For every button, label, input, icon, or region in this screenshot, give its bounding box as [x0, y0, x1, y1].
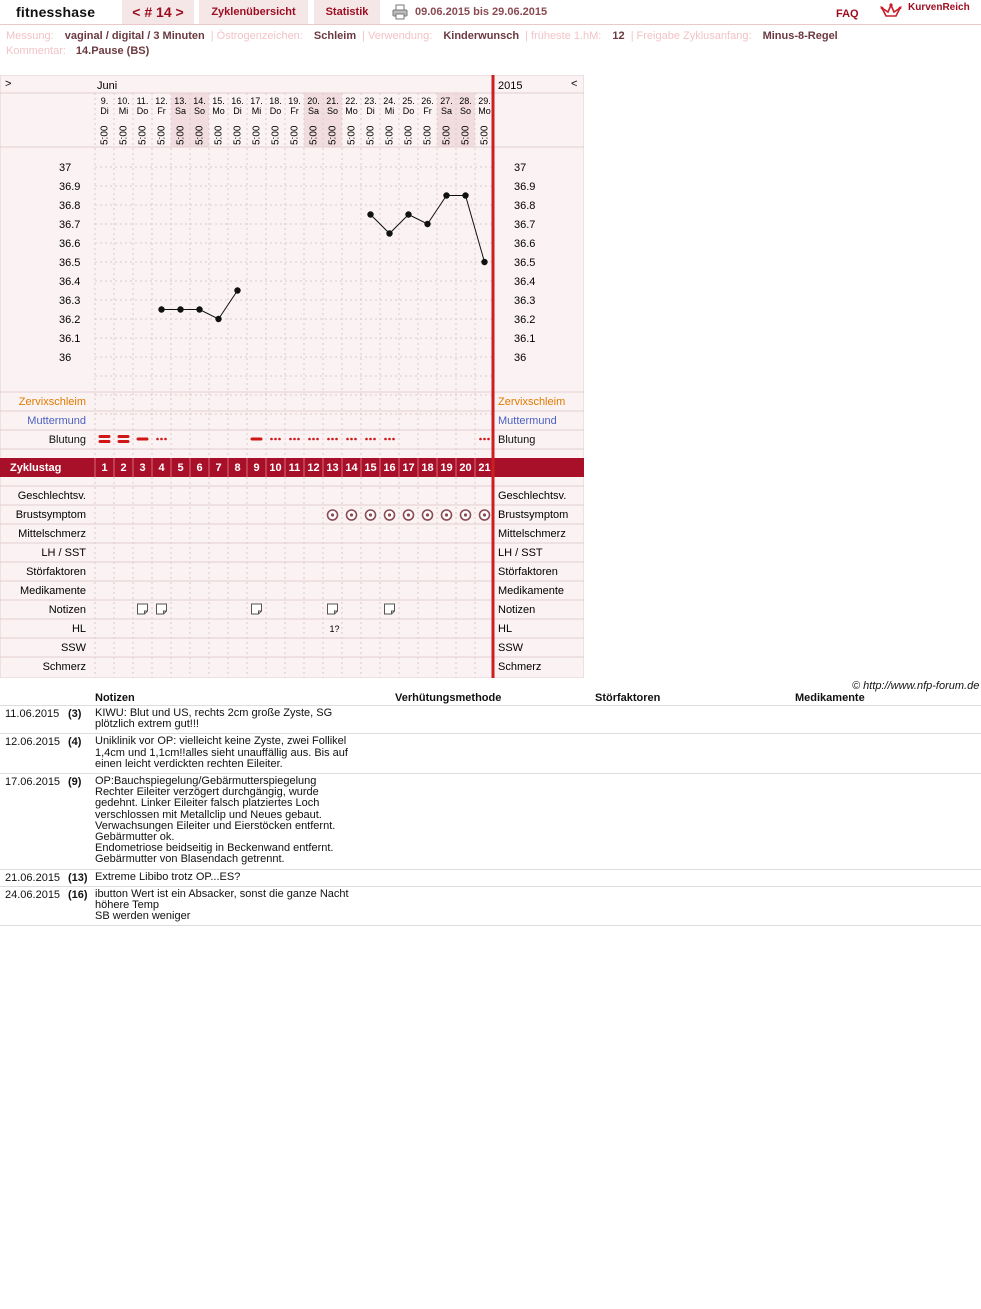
- info-line: [6, 29, 976, 44]
- row-label-left: Brustsymptom: [15, 509, 86, 521]
- bleeding-spotting: [297, 438, 300, 441]
- day-weekday: Do: [402, 106, 415, 116]
- info-value: 12: [612, 30, 628, 42]
- measure-time: 5:00: [403, 125, 415, 145]
- temperature-point: [405, 211, 411, 217]
- row-label-right: Blutung: [498, 434, 536, 446]
- day-weekday: So: [459, 106, 472, 116]
- bleeding-heavy: [99, 435, 111, 438]
- comment-line: [6, 44, 976, 59]
- bleeding-spotting: [312, 438, 315, 441]
- y-tick-right: 36.3: [514, 295, 536, 307]
- day-date: 19.: [288, 96, 301, 106]
- day-date: 17.: [250, 96, 263, 106]
- day-weekday: Mo: [212, 106, 225, 116]
- y-tick-left: 36.6: [59, 238, 81, 250]
- cycle-day-number: 5: [177, 462, 184, 474]
- bleeding-medium: [137, 438, 149, 441]
- bleeding-spotting: [483, 438, 486, 441]
- cycle-navigation[interactable]: < # 14 >: [122, 0, 194, 24]
- row-label-left: Blutung: [48, 434, 86, 446]
- day-date: 25.: [402, 96, 415, 106]
- cycle-day-number: 6: [196, 462, 203, 474]
- note-cycle-day: (3): [68, 708, 82, 720]
- day-weekday: Mi: [251, 106, 262, 116]
- measure-time: 5:00: [194, 125, 206, 145]
- row-label-left: Schmerz: [42, 661, 86, 673]
- y-tick-right: 36.7: [514, 219, 536, 231]
- bleeding-spotting: [369, 438, 372, 441]
- measure-time: 5:00: [232, 125, 244, 145]
- y-tick-right: 37: [514, 162, 527, 174]
- notes-table: [0, 690, 981, 926]
- bleeding-spotting: [487, 438, 490, 441]
- bleeding-spotting: [270, 438, 273, 441]
- day-date: 22.: [345, 96, 358, 106]
- note-cycle-day: (16): [68, 888, 88, 901]
- measure-time: 5:00: [365, 125, 377, 145]
- y-tick-right: 36.1: [514, 333, 536, 345]
- info-separator: |: [362, 30, 366, 42]
- cycle-day-number: 20: [459, 462, 472, 474]
- info-value: Minus-8-Regel: [762, 30, 838, 42]
- note-icon: [138, 604, 148, 614]
- row-label-left: SSW: [60, 642, 86, 654]
- cycle-info: [6, 29, 976, 59]
- measure-time: 5:00: [308, 125, 320, 145]
- cycle-day-label: Zyklustag: [10, 462, 62, 474]
- note-date: 24.06.2015: [5, 888, 61, 901]
- measure-time: 5:00: [384, 125, 396, 145]
- note-cycle-day: (9): [68, 776, 82, 789]
- cycle-day-number: 18: [421, 462, 434, 474]
- bleeding-spotting: [384, 438, 387, 441]
- top-bar: [0, 0, 981, 25]
- measure-time: 5:00: [251, 125, 263, 145]
- cycle-day-number: 3: [139, 462, 146, 474]
- cycle-day-number: 8: [234, 462, 241, 474]
- bleeding-spotting: [392, 438, 395, 441]
- info-separator: |: [210, 30, 214, 42]
- bleeding-heavy: [118, 435, 130, 438]
- bleeding-spotting: [278, 438, 281, 441]
- chart-nav-prev: >: [5, 78, 12, 90]
- day-date: 28.: [459, 96, 472, 106]
- row-label-left: Zervixschleim: [18, 396, 86, 408]
- breast-symptom-icon: [407, 513, 410, 516]
- y-tick-right: 36: [514, 352, 527, 364]
- temperature-point: [386, 230, 392, 236]
- measure-time: 5:00: [118, 125, 130, 145]
- row-label-left: Mittelschmerz: [18, 528, 86, 540]
- cycle-chart: [0, 75, 584, 678]
- measure-time: 5:00: [270, 125, 282, 145]
- measure-time: 5:00: [156, 125, 168, 145]
- day-weekday: Sa: [307, 106, 320, 116]
- temperature-point: [177, 306, 183, 312]
- note-text: KIWU: Blut und US, rechts 2cm große Zyste, SG plötzlich extrem gut!!!: [95, 707, 333, 731]
- temperature-point: [215, 316, 221, 322]
- row-label-left: HL: [71, 623, 86, 635]
- note-cycle-day: (13): [68, 871, 88, 884]
- breast-symptom-icon: [464, 513, 467, 516]
- y-tick-right: 36.9: [514, 181, 536, 193]
- note-date: 11.06.2015: [5, 708, 60, 720]
- bleeding-medium: [251, 438, 263, 441]
- bleeding-spotting: [365, 438, 368, 441]
- info-label: früheste 1.hM:: [531, 30, 605, 42]
- cycle-day-number: 17: [402, 462, 415, 474]
- breast-symptom-icon: [369, 513, 372, 516]
- chart-nav-next: <: [571, 78, 578, 90]
- y-tick-right: 36.5: [514, 257, 536, 269]
- day-weekday: Mi: [384, 106, 395, 116]
- bleeding-spotting: [156, 438, 159, 441]
- bleeding-heavy: [99, 440, 111, 443]
- year-label: 2015: [498, 80, 523, 92]
- note-row: [0, 734, 981, 774]
- temperature-point: [424, 221, 430, 227]
- logo-text: KurvenReich: [908, 2, 970, 13]
- day-date: 23.: [364, 96, 377, 106]
- y-tick-right: 36.4: [514, 276, 536, 288]
- y-tick-right: 36.6: [514, 238, 536, 250]
- cycle-day-number: 1: [101, 462, 108, 474]
- day-date: 18.: [269, 96, 282, 106]
- day-weekday: So: [193, 106, 206, 116]
- info-label: Freigabe Zyklusanfang:: [636, 30, 755, 42]
- measure-time: 5:00: [99, 125, 111, 145]
- breast-symptom-icon: [426, 513, 429, 516]
- note-row: [0, 887, 981, 927]
- y-tick-left: 37: [59, 162, 72, 174]
- tab-cycle-overview[interactable]: Zyklenübersicht: [199, 0, 308, 24]
- tab-statistics[interactable]: Statistik: [314, 0, 380, 24]
- info-value: Schleim: [313, 30, 360, 42]
- info-separator: |: [525, 30, 529, 42]
- month-label: Juni: [97, 80, 118, 92]
- note-row: [0, 774, 981, 870]
- row-label-left: Notizen: [48, 604, 86, 616]
- day-weekday: Fr: [423, 106, 432, 116]
- note-cycle-day: (4): [68, 736, 82, 749]
- bleeding-spotting: [274, 438, 277, 441]
- copyright: © http://www.nfp-forum.de: [852, 680, 980, 692]
- row-label-right: Medikamente: [498, 585, 565, 597]
- info-separator: |: [630, 30, 634, 42]
- bleeding-spotting: [354, 438, 357, 441]
- day-weekday: Mo: [478, 106, 491, 116]
- bleeding-spotting: [373, 438, 376, 441]
- day-date: 24.: [383, 96, 396, 106]
- bleeding-spotting: [308, 438, 311, 441]
- day-date: 9.: [100, 96, 109, 106]
- faq-link[interactable]: FAQ: [836, 8, 859, 20]
- day-weekday: Fr: [290, 106, 299, 116]
- breast-symptom-icon: [388, 513, 391, 516]
- row-label-right: Störfaktoren: [498, 566, 558, 578]
- day-weekday: Sa: [440, 106, 453, 116]
- row-label-left: Muttermund: [27, 415, 86, 427]
- day-weekday: Fr: [157, 106, 166, 116]
- day-date: 11.: [136, 96, 149, 106]
- cycle-day-number: 4: [158, 462, 165, 474]
- col-medication: Medikamente: [795, 692, 865, 704]
- cycle-day-number: 14: [345, 462, 358, 474]
- note-icon: [385, 604, 395, 614]
- cycle-day-number: 19: [440, 462, 453, 474]
- measure-time: 5:00: [441, 125, 453, 145]
- day-weekday: Di: [366, 106, 375, 116]
- y-tick-left: 36.4: [59, 276, 81, 288]
- info-label: Messung:: [6, 30, 57, 42]
- day-weekday: Di: [233, 106, 242, 116]
- bleeding-spotting: [335, 438, 338, 441]
- temperature-point: [481, 259, 487, 265]
- day-weekday: Mi: [118, 106, 129, 116]
- col-contraception: Verhütungsmethode: [395, 692, 502, 704]
- measure-time: 5:00: [137, 125, 149, 145]
- breast-symptom-icon: [445, 513, 448, 516]
- day-weekday: Di: [100, 106, 109, 116]
- bleeding-spotting: [327, 438, 330, 441]
- row-label-right: Schmerz: [498, 661, 542, 673]
- notes-header: [0, 690, 981, 706]
- temperature-point: [367, 211, 373, 217]
- row-label-right: Zervixschleim: [498, 396, 566, 408]
- info-label: Verwendung:: [368, 30, 436, 42]
- day-date: 27.: [440, 96, 453, 106]
- bleeding-spotting: [316, 438, 319, 441]
- hl-mark: 1?: [329, 624, 340, 634]
- info-value: vaginal / digital / 3 Minuten: [64, 30, 208, 42]
- row-label-right: HL: [498, 623, 513, 635]
- cycle-day-number: 10: [269, 462, 282, 474]
- measure-time: 5:00: [422, 125, 434, 145]
- cycle-day-number: 21: [478, 462, 491, 474]
- cycle-day-number: 9: [253, 462, 260, 474]
- y-tick-left: 36.8: [59, 200, 81, 212]
- temperature-point: [234, 287, 240, 293]
- note-date: 21.06.2015: [5, 871, 61, 884]
- note-date: 12.06.2015: [5, 736, 61, 749]
- cycle-day-number: 11: [288, 462, 301, 474]
- temperature-point: [462, 192, 468, 198]
- row-label-right: Mittelschmerz: [498, 528, 566, 540]
- cycle-day-number: 13: [326, 462, 339, 474]
- row-label-left: Störfaktoren: [26, 566, 86, 578]
- y-tick-left: 36.2: [59, 314, 81, 326]
- note-text: Uniklinik vor OP: vielleicht keine Zyste, zwei Follikel 1,4cm und 1,1cm!!alles sieht unauffällig aus. Bis auf einen leicht verdickten rechten Eileiter.: [95, 735, 348, 770]
- kurvenreich-logo[interactable]: [880, 0, 980, 24]
- day-date: 26.: [421, 96, 434, 106]
- cycle-day-number: 15: [364, 462, 377, 474]
- y-tick-left: 36.1: [59, 333, 81, 345]
- printer-icon[interactable]: [392, 4, 408, 20]
- row-label-left: LH / SST: [41, 547, 86, 559]
- bleeding-spotting: [164, 438, 167, 441]
- cycle-date-range: 09.06.2015 bis 29.06.2015: [415, 6, 548, 18]
- measure-time: 5:00: [213, 125, 225, 145]
- day-weekday: Mo: [345, 106, 358, 116]
- bleeding-spotting: [346, 438, 349, 441]
- note-row: [0, 870, 981, 887]
- note-icon: [252, 604, 262, 614]
- comment-value: 14.Pause (BS): [75, 45, 150, 57]
- comment-label: Kommentar:: [6, 45, 66, 57]
- col-notes: Notizen: [95, 692, 135, 704]
- y-tick-left: 36: [59, 352, 72, 364]
- cycle-day-number: 7: [215, 462, 222, 474]
- cycle-day-number: 12: [307, 462, 320, 474]
- temperature-point: [443, 192, 449, 198]
- day-weekday: Do: [136, 106, 149, 116]
- day-date: 14.: [193, 96, 206, 106]
- col-disturbances: Störfaktoren: [595, 692, 661, 704]
- measure-time: 5:00: [327, 125, 339, 145]
- temperature-chart-svg: [0, 75, 584, 678]
- bleeding-spotting: [388, 438, 391, 441]
- y-tick-right: 36.2: [514, 314, 536, 326]
- cycle-day-number: 16: [383, 462, 396, 474]
- note-icon: [328, 604, 338, 614]
- crown-icon: [880, 2, 902, 20]
- day-date: 16.: [231, 96, 244, 106]
- y-tick-left: 36.3: [59, 295, 81, 307]
- day-date: 21.: [326, 96, 339, 106]
- breast-symptom-icon: [350, 513, 353, 516]
- breast-symptom-icon: [331, 513, 334, 516]
- day-date: 29.: [478, 96, 491, 106]
- row-label-left: Geschlechtsv.: [17, 490, 86, 502]
- row-label-right: LH / SST: [498, 547, 543, 559]
- note-row: [0, 706, 981, 734]
- temperature-point: [158, 306, 164, 312]
- y-tick-right: 36.8: [514, 200, 536, 212]
- row-label-right: Geschlechtsv.: [498, 490, 567, 502]
- day-date: 12.: [155, 96, 168, 106]
- breast-symptom-icon: [483, 513, 486, 516]
- bleeding-spotting: [293, 438, 296, 441]
- day-date: 10.: [117, 96, 130, 106]
- day-date: 13.: [174, 96, 187, 106]
- row-label-left: Medikamente: [19, 585, 86, 597]
- info-label: Östrogenzeichen:: [216, 30, 306, 42]
- day-weekday: So: [326, 106, 339, 116]
- y-tick-left: 36.9: [59, 181, 81, 193]
- note-date: 17.06.2015: [5, 776, 61, 789]
- bleeding-spotting: [289, 438, 292, 441]
- day-weekday: Do: [269, 106, 282, 116]
- temperature-point: [196, 306, 202, 312]
- note-text: OP:Bauchspiegelung/Gebärmutterspiegelung Rechter Eileiter verzögert durchgängig, wurde gedehnt. Linker Eileiter falsch platziertes Loch verschlossen mit Metallclip und Neues gebaut. Verwachsungen Eileiter und Eierstöcken entfernt. Gebärmutter ok. Endometriose beidseitig in Beckenwand entfernt. Gebärmutter von Blasendach getrennt.: [95, 775, 336, 866]
- info-value: Kinderwunsch: [443, 30, 523, 42]
- cycle-day-number: 2: [120, 462, 127, 474]
- note-text: ibutton Wert ist ein Absacker, sonst die ganze Nacht höhere Temp SB werden weniger: [95, 887, 349, 923]
- note-rows: [0, 706, 981, 926]
- y-tick-left: 36.5: [59, 257, 81, 269]
- day-date: 20.: [307, 96, 320, 106]
- bleeding-spotting: [331, 438, 334, 441]
- row-label-right: Notizen: [498, 604, 536, 616]
- username: fitnesshase: [0, 0, 118, 24]
- row-label-right: SSW: [498, 642, 524, 654]
- measure-time: 5:00: [175, 125, 187, 145]
- measure-time: 5:00: [289, 125, 301, 145]
- measure-time: 5:00: [479, 125, 491, 145]
- bleeding-heavy: [118, 440, 130, 443]
- bleeding-spotting: [160, 438, 163, 441]
- day-weekday: Sa: [174, 106, 187, 116]
- y-tick-left: 36.7: [59, 219, 81, 231]
- row-label-right: Muttermund: [498, 415, 557, 427]
- note-text: Extreme Libibo trotz OP...ES?: [95, 870, 241, 883]
- bleeding-spotting: [479, 438, 482, 441]
- row-label-right: Brustsymptom: [498, 509, 569, 521]
- measure-time: 5:00: [460, 125, 472, 145]
- bleeding-spotting: [350, 438, 353, 441]
- measure-time: 5:00: [346, 125, 358, 145]
- note-icon: [157, 604, 167, 614]
- day-date: 15.: [212, 96, 225, 106]
